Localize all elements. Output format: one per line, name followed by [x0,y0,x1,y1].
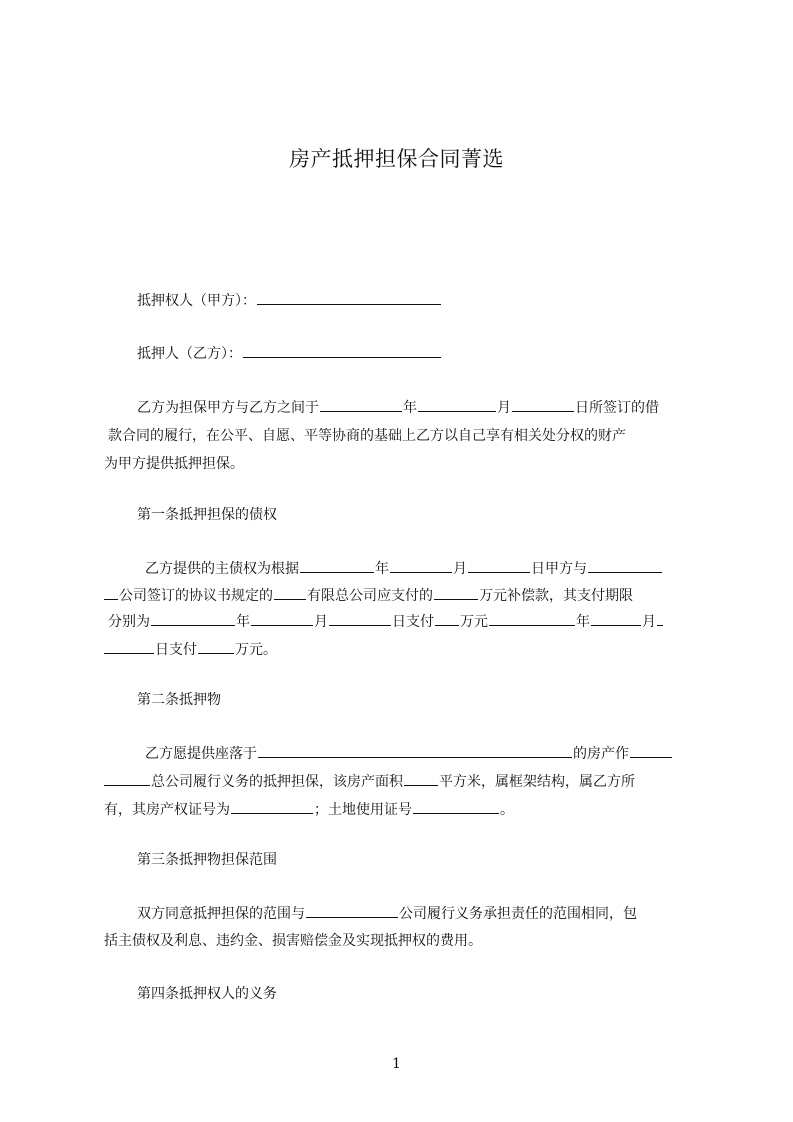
article-2-line-3 [104,799,700,820]
article-3-text: 双方同意抵押担保的范围与 [137,906,305,922]
document-title: 房产抵押担保合同菁选 [289,147,504,171]
intro-day-blank[interactable] [512,397,574,412]
article-2-line-2 [104,771,700,792]
party-a-blank[interactable] [257,290,441,305]
intro-month-blank[interactable] [418,397,496,412]
article-1-text: 年 [576,614,590,630]
intro-text: 日所签订的借 [575,400,659,416]
article-3-text: 公司履行义务承担责任的范围相同，包 [399,906,637,922]
article-1-text: 月 [314,614,328,630]
party-b-blank[interactable] [243,343,441,358]
art1-day2-blank[interactable] [329,611,391,626]
party-b-line [137,343,733,364]
art1-year-blank[interactable] [300,558,374,573]
art1-day3-blank[interactable] [104,639,154,654]
art1-pay-blank[interactable] [435,611,459,626]
article-2-heading: 第二条抵押物 [137,692,221,708]
intro-text: 乙方为担保甲方与乙方之间于 [137,400,319,416]
article-3-line-1 [137,903,700,924]
art1-amount-blank[interactable] [434,585,478,600]
article-2-line-1 [145,743,700,764]
article-3-line-2: 括主债权及利息、违约金、损害赔偿金及实现抵押权的费用。 [104,933,482,949]
article-1-text: 万元 [460,614,488,630]
article-4-heading: 第四条抵押权人的义务 [137,986,277,1002]
article-1-text: 年 [375,561,389,577]
art2-cert-blank[interactable] [231,799,313,814]
article-2-text: 总公司履行义务的抵押担保，该房产面积 [151,774,403,790]
article-2-text: 的房产作 [573,746,629,762]
article-1-text: 万元补偿款，其支付期限 [479,588,633,604]
article-2-text: 乙方愿提供座落于 [145,746,257,762]
art1-month-blank[interactable] [390,558,452,573]
article-3-heading: 第三条抵押物担保范围 [137,852,277,868]
article-1-text: 公司签订的协议书规定的 [119,588,273,604]
article-2-text: 平方米，属框架结构，属乙方所 [439,774,635,790]
intro-line-2: 款合同的履行，在公平、自愿、平等协商的基础上乙方以自己享有相关处分权的财产 [108,428,626,444]
art2-area-blank[interactable] [404,771,438,786]
art3-company-blank[interactable] [306,903,398,918]
intro-line-3: 为甲方提供抵押担保。 [104,456,244,472]
article-1-text: 万元。 [235,642,277,658]
art2-guarantee-blank[interactable] [630,743,672,758]
art1-year2-blank[interactable] [151,611,235,626]
page-number: 1 [392,1056,401,1072]
article-1-heading: 第一条抵押担保的债权 [137,507,277,523]
party-b-label: 抵押人（乙方）： [137,346,242,362]
article-1-line-3 [108,611,700,632]
intro-line-1 [137,397,700,418]
art1-year3-blank[interactable] [489,611,575,626]
art1-day-blank[interactable] [468,558,530,573]
party-a-label: 抵押权人（甲方）： [137,293,256,309]
article-2-text: ；土地使用证号 [314,802,412,818]
article-1-text: 月 [642,614,656,630]
article-1-line-4 [104,639,700,660]
article-1-text: 有限总公司应支付的 [307,588,433,604]
intro-text: 月 [497,400,511,416]
art1-pay2-blank[interactable] [198,639,234,654]
art1-month3-blank[interactable] [591,611,641,626]
art1-trailing-blank[interactable] [657,611,663,626]
intro-text: 年 [403,400,417,416]
article-1-text: 日支付 [392,614,434,630]
article-1-text: 月 [453,561,467,577]
article-1-text: 日甲方与 [531,561,587,577]
article-1-text: 乙方提供的主债权为根据 [145,561,299,577]
article-1-text: 日支付 [155,642,197,658]
art1-agreement-blank[interactable] [274,585,306,600]
art2-land-blank[interactable] [413,799,499,814]
article-2-text: 。 [500,802,514,818]
art2-location-blank[interactable] [258,743,572,758]
article-1-line-2 [104,585,700,606]
intro-year-blank[interactable] [320,397,402,412]
art2-company-blank[interactable] [104,771,150,786]
article-1-line-1 [145,558,700,579]
article-1-text: 分别为 [108,614,150,630]
art1-party-blank[interactable] [588,558,662,573]
article-2-text: 有，其房产权证号为 [104,802,230,818]
party-a-line [137,290,733,311]
art1-company-blank[interactable] [104,585,118,600]
article-1-text: 年 [236,614,250,630]
art1-month2-blank[interactable] [251,611,313,626]
